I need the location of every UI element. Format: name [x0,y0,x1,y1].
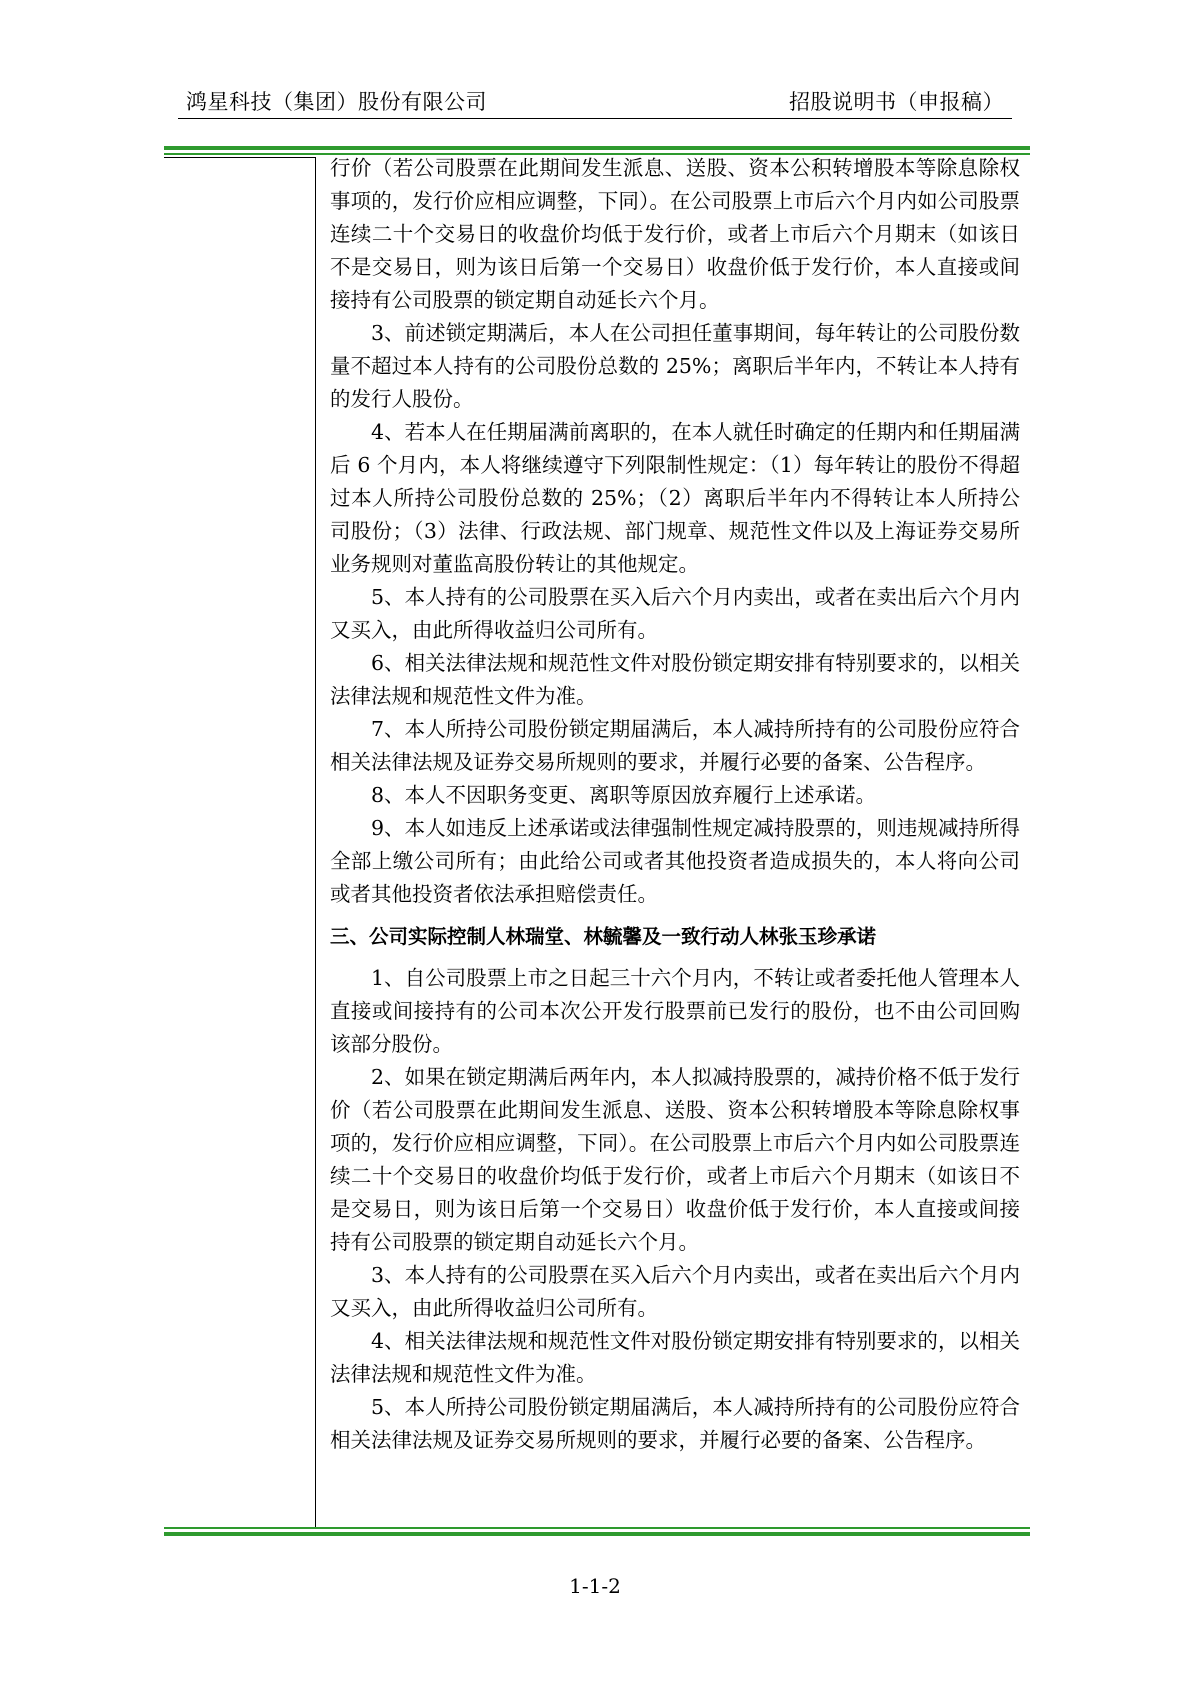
paragraph-controller-item-5: 5、本人所持公司股份锁定期届满后，本人减持所持有的公司股份应符合相关法律法规及证券交易所规则的要求，并履行必要的备案、公告程序。 [330,1395,1020,1452]
page-number: 1-1-2 [569,1574,621,1598]
paragraph-item-3: 3、前述锁定期满后，本人在公司担任董事期间，每年转让的公司股份数量不超过本人持有的公司股份总数的 25%；离职后半年内，不转让本人持有的发行人股份。 [330,321,1020,411]
paragraph-item-4: 4、若本人在任期届满前离职的，在本人就任时确定的任期内和任期届满后 6 个月内，本人将继续遵守下列限制性规定：（1）每年转让的股份不得超过本人所持公司股份总数的 25%；（2）离职后半年内不得转让本人所持公司股份；（3）法律、行政法规、部门规章、规范性文件以及上海证券交易所业务规则对董监高股份转让的其他规定。 [330,420,1020,576]
section-heading: 三、公司实际控制人林瑞堂、林毓馨及一致行动人林张玉珍承诺 [330,925,877,948]
paragraph-controller-item-4: 4、相关法律法规和规范性文件对股份锁定期安排有特别要求的，以相关法律法规和规范性文件为准。 [330,1329,1020,1386]
column-divider [315,157,316,1527]
table-bottom-border [164,1532,1030,1536]
paragraph-controller-item-2: 2、如果在锁定期满后两年内，本人拟减持股票的，减持价格不低于发行价（若公司股票在此期间发生派息、送股、资本公积转增股本等除息除权事项的，发行价应相应调整，下同）。在公司股票上市后六个月内如公司股票连续二十个交易日的收盘价均低于发行价，或者上市后六个月期末（如该日不是交易日，则为该日后第一个交易日）收盘价低于发行价，本人直接或间接持有公司股票的锁定期自动延长六个月。 [330,1065,1020,1254]
table-bottom-border-thin [164,1527,1030,1529]
paragraph-item-9: 9、本人如违反上述承诺或法律强制性规定减持股票的，则违规减持所得全部上缴公司所有；由此给公司或者其他投资者造成损失的，本人将向公司或者其他投资者依法承担赔偿责任。 [330,816,1020,906]
paragraph-continued: 行价（若公司股票在此期间发生派息、送股、资本公积转增股本等除息除权事项的，发行价应相应调整，下同）。在公司股票上市后六个月内如公司股票连续二十个交易日的收盘价均低于发行价，或者上市后六个月期末（如该日不是交易日，则为该日后第一个交易日）收盘价低于发行价，本人直接或间接持有公司股票的锁定期自动延长六个月。 [330,156,1020,312]
paragraph-controller-item-1: 1、自公司股票上市之日起三十六个月内，不转让或者委托他人管理本人直接或间接持有的公司本次公开发行股票前已发行的股份，也不由公司回购该部分股份。 [330,966,1020,1056]
header-doc-type: 招股说明书（申报稿） [789,90,1004,114]
header-rule [178,118,1012,119]
paragraph-item-8: 8、本人不因职务变更、离职等原因放弃履行上述承诺。 [371,783,877,807]
paragraph-controller-item-3: 3、本人持有的公司股票在买入后六个月内卖出，或者在卖出后六个月内又买入，由此所得收益归公司所有。 [330,1263,1020,1320]
header-company: 鸿星科技（集团）股份有限公司 [186,90,487,114]
paragraph-item-7: 7、本人所持公司股份锁定期届满后，本人减持所持有的公司股份应符合相关法律法规及证券交易所规则的要求，并履行必要的备案、公告程序。 [330,717,1020,774]
left-cell-border [164,157,315,158]
paragraph-item-6: 6、相关法律法规和规范性文件对股份锁定期安排有特别要求的，以相关法律法规和规范性文件为准。 [330,651,1020,708]
table-top-border [164,146,1030,150]
commitment-content [330,152,1020,1457]
paragraph-item-5: 5、本人持有的公司股票在买入后六个月内卖出，或者在卖出后六个月内又买入，由此所得收益归公司所有。 [330,585,1020,642]
